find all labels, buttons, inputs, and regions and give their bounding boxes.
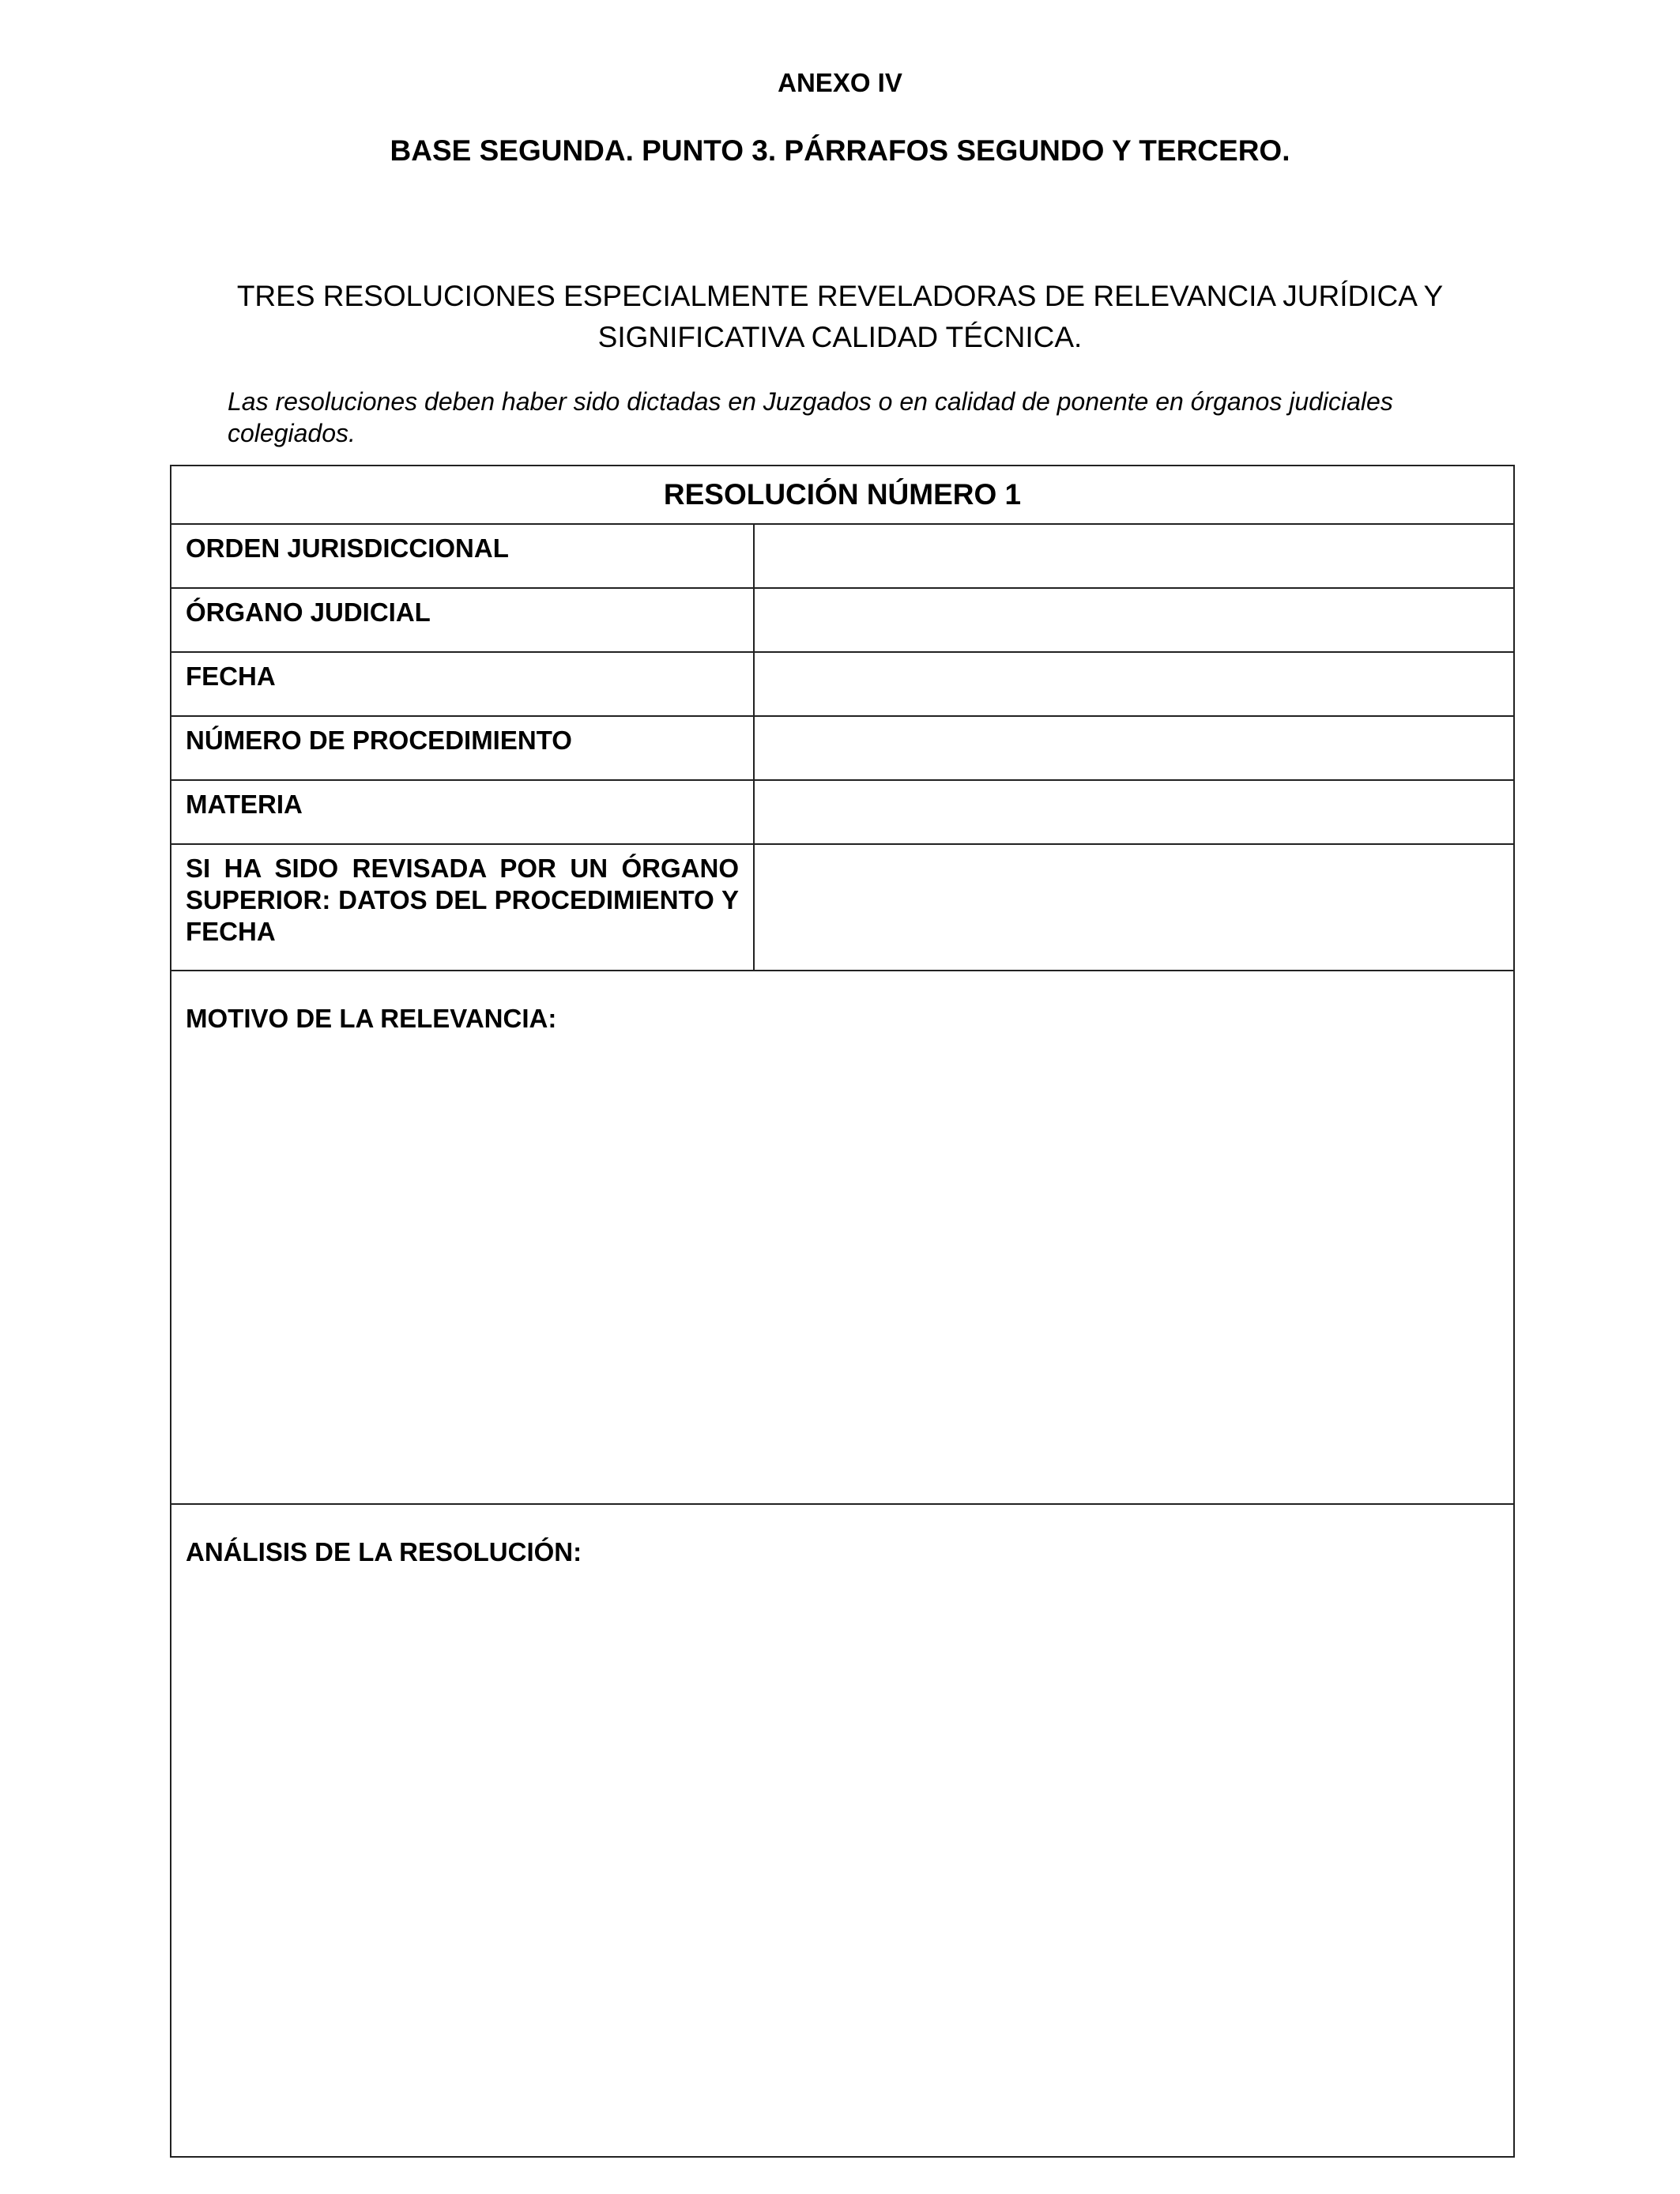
value-text — [755, 525, 1513, 533]
value-text — [755, 717, 1513, 725]
instruction-note: Las resoluciones deben haber sido dictadas en Juzgados o en calidad de ponente en órganos judiciales colegiados. — [228, 387, 1393, 447]
field-numero-procedimiento[interactable] — [754, 716, 1514, 780]
annex-title: ANEXO IV — [778, 68, 902, 97]
resolution-title: RESOLUCIÓN NÚMERO 1 — [171, 466, 1514, 524]
value-text — [755, 653, 1513, 661]
label-text: ÓRGANO JUDICIAL — [186, 598, 431, 627]
value-text — [755, 589, 1513, 597]
row-label-fecha — [171, 652, 754, 716]
label-text: FECHA — [186, 662, 276, 691]
main-heading: TRES RESOLUCIONES ESPECIALMENTE REVELADORAS DE RELEVANCIA JURÍDICA Y SIGNIFICATIVA CALIDAD TÉCNICA. — [236, 280, 1444, 353]
analysis-label: ANÁLISIS DE LA RESOLUCIÓN: — [186, 1537, 582, 1566]
row-label-materia — [171, 780, 754, 844]
field-revision-superior[interactable] — [754, 844, 1514, 971]
label-text: ORDEN JURISDICCIONAL — [186, 533, 509, 563]
label-text: SI HA SIDO REVISADA POR UN ÓRGANO SUPERIOR: DATOS DEL PROCEDIMIENTO Y FECHA — [186, 854, 739, 946]
field-organo-judicial[interactable] — [754, 588, 1514, 652]
label-text: NÚMERO DE PROCEDIMIENTO — [186, 726, 572, 755]
field-fecha[interactable] — [754, 652, 1514, 716]
field-materia[interactable] — [754, 780, 1514, 844]
base-title: BASE SEGUNDA. PUNTO 3. PÁRRAFOS SEGUNDO Y TERCERO. — [390, 134, 1290, 167]
row-label-orden-jurisdiccional — [171, 524, 754, 588]
field-orden-jurisdiccional[interactable] — [754, 524, 1514, 588]
label-text: MATERIA — [186, 790, 303, 819]
value-text — [755, 845, 1513, 853]
relevance-label: MOTIVO DE LA RELEVANCIA: — [186, 1004, 557, 1033]
row-label-organo-judicial — [171, 588, 754, 652]
resolution-form-table — [170, 465, 1515, 2158]
relevance-section[interactable] — [171, 971, 1514, 1504]
analysis-section[interactable] — [171, 1504, 1514, 2157]
value-text — [755, 781, 1513, 789]
row-label-revision-superior — [171, 844, 754, 971]
row-label-numero-procedimiento — [171, 716, 754, 780]
